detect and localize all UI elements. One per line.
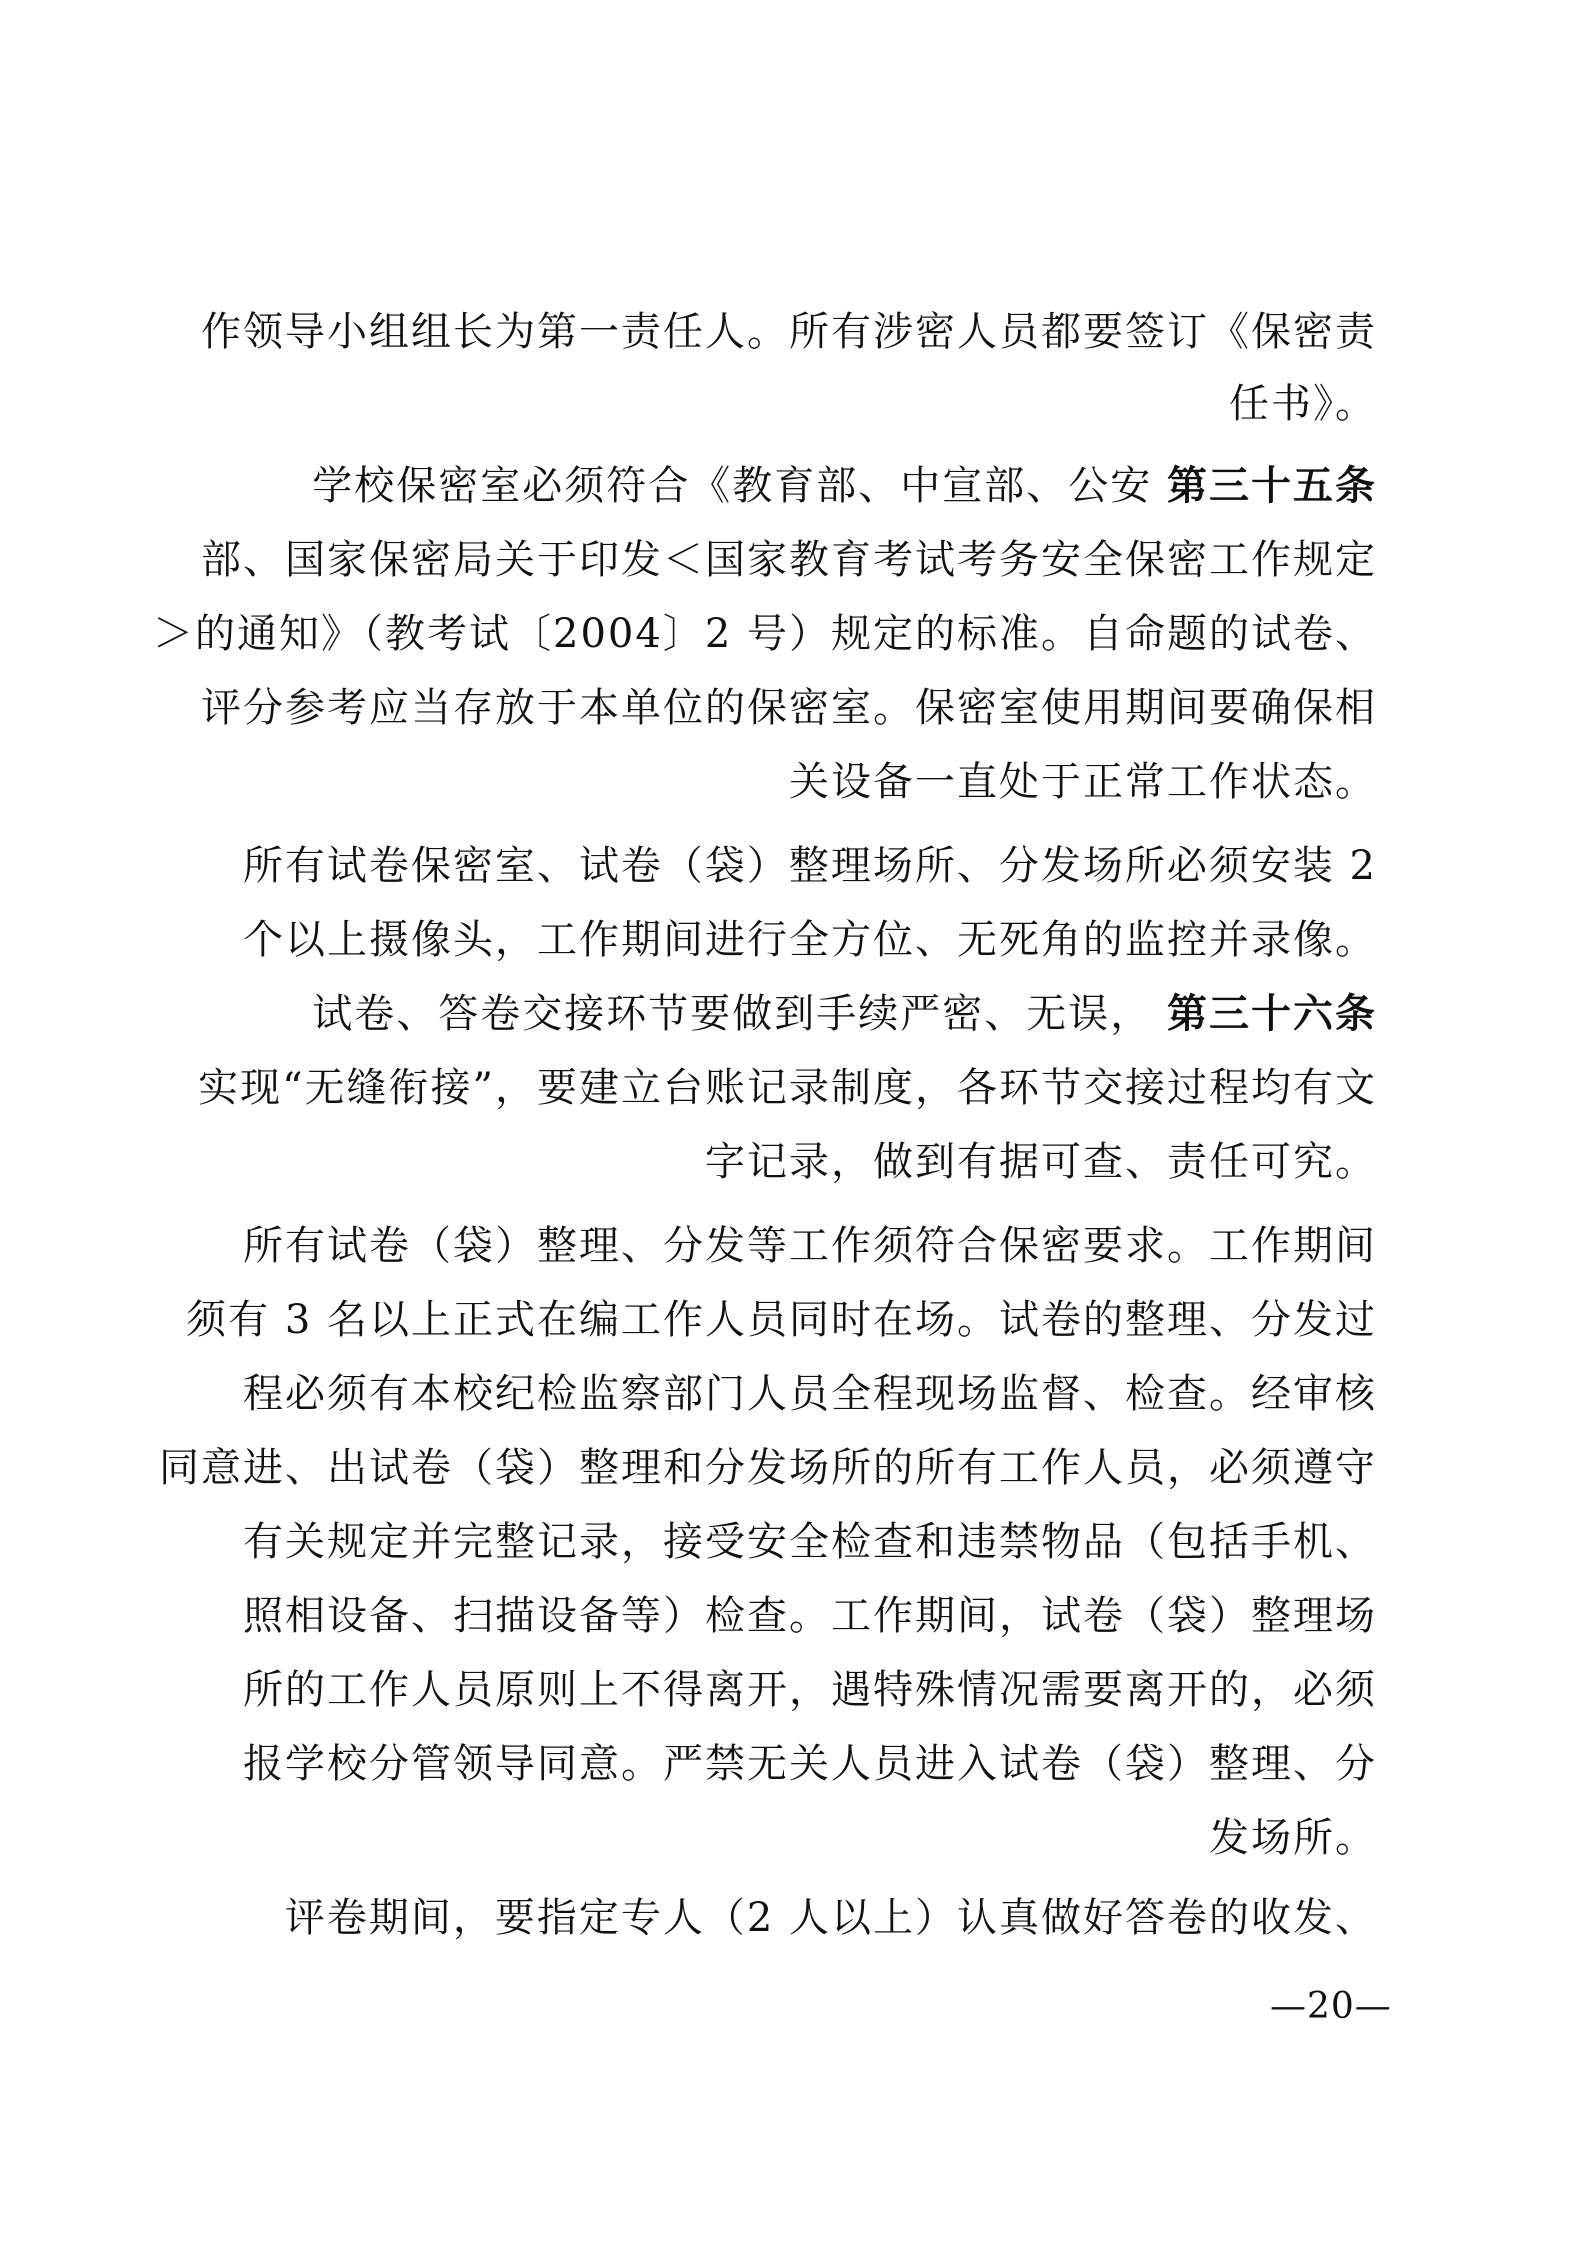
text-line: 程必须有本校纪检监察部门人员全程现场监督、检查。经审核: [243, 1371, 1377, 1417]
text-line: ＞的通知》（教考试〔2004〕2 号）规定的标准。自命题的试卷、: [153, 611, 1377, 657]
article-heading: 第三十六条: [1167, 990, 1377, 1037]
text-line: 字记录，做到有据可查、责任可究。: [705, 1139, 1377, 1185]
text-line: 评卷期间，要指定专人（2 人以上）认真做好答卷的收发、: [284, 1895, 1377, 1941]
text-line: 所有试卷保密室、试卷（袋）整理场所、分发场所必须安装 2: [242, 843, 1377, 889]
text-line: [312, 460, 1377, 512]
text-line: 发场所。: [1209, 1815, 1377, 1861]
text-line: 报学校分管领导同意。严禁无关人员进入试卷（袋）整理、分: [243, 1741, 1377, 1787]
text-line: 部、国家保密局关于印发＜国家教育考试考务安全保密工作规定: [201, 537, 1377, 583]
text-line: 关设备一直处于正常工作状态。: [789, 759, 1377, 805]
text-line: 作领导小组组长为第一责任人。所有涉密人员都要签订《保密责: [201, 309, 1377, 355]
text-line: 同意进、出试卷（袋）整理和分发场所的所有工作人员，必须遵守: [159, 1445, 1377, 1491]
text-line: 须有 3 名以上正式在编工作人员同时在场。试卷的整理、分发过: [186, 1297, 1377, 1343]
line-prefix: 试卷、答卷交接环节要做到手续严密、无误，: [312, 991, 1153, 1037]
text-line: 实现“无缝衔接”，要建立台账记录制度，各环节交接过程均有文: [198, 1065, 1377, 1111]
text-line: 所的工作人员原则上不得离开，遇特殊情况需要离开的，必须: [243, 1667, 1377, 1713]
text-line: 照相设备、扫描设备等）检查。工作期间，试卷（袋）整理场: [243, 1593, 1377, 1639]
text-line: 有关规定并完整记录，接受安全检查和违禁物品（包括手机、: [243, 1519, 1377, 1565]
text-line: 所有试卷（袋）整理、分发等工作须符合保密要求。工作期间: [243, 1223, 1377, 1269]
page-number: —20—: [1270, 1986, 1392, 2027]
text-line: [312, 988, 1377, 1040]
line-prefix: 学校保密室必须符合《教育部、中宣部、公安: [312, 463, 1153, 509]
text-line: 任书》。: [1229, 381, 1377, 427]
text-line: 评分参考应当存放于本单位的保密室。保密室使用期间要确保相: [201, 685, 1377, 731]
text-line: 个以上摄像头，工作期间进行全方位、无死角的监控并录像。: [243, 917, 1377, 963]
article-heading: 第三十五条: [1167, 462, 1377, 509]
